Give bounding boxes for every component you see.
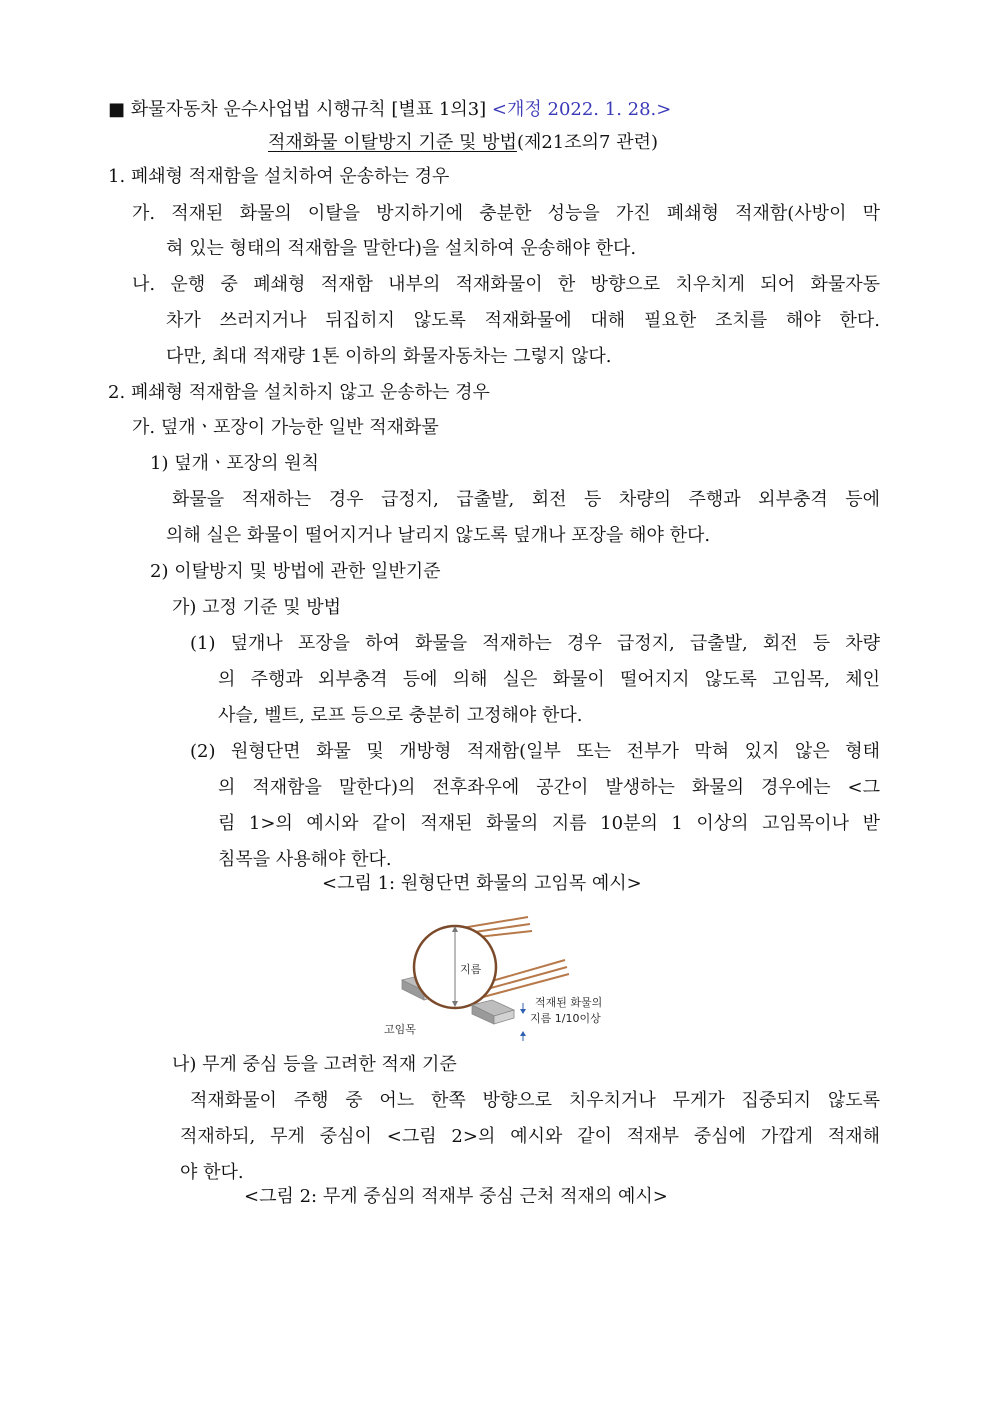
s1-ga-line-2: 혀 있는 형태의 적재함을 말한다)을 설치하여 운송해야 한다. (166, 238, 637, 259)
s1-na-line-3: 다만, 최대 적재량 1톤 이하의 화물자동차는 그렇지 않다. (166, 346, 612, 367)
document-title (268, 131, 658, 155)
s2-item1-line-3: 사슬, 벨트, 로프 등으로 충분히 고정해야 한다. (218, 705, 583, 726)
figure-2-caption: <그림 2: 무게 중심의 적재부 중심 근처 적재의 예시> (244, 1186, 668, 1207)
bullet-square: ■ (108, 99, 126, 120)
s2-p2-title: 2) 이탈방지 및 방법에 관한 일반기준 (150, 561, 441, 582)
s2-na2-line-3: 야 한다. (180, 1162, 244, 1183)
chock-label: 고임목 (384, 1023, 416, 1036)
s2-item2-line-1: (2) 원형단면 화물 및 개방형 적재함(일부 또는 전부가 막혀 있지 않은 형태 (190, 741, 880, 762)
title-article-ref: (제21조의7 관련) (516, 132, 659, 153)
title-main: 적재화물 이탈방지 기준 및 방법 (268, 132, 517, 153)
s2-ga2-title: 가) 고정 기준 및 방법 (172, 597, 342, 618)
s2-p1-title: 1) 덮개ㆍ포장의 원칙 (150, 453, 320, 474)
figure-1-round-cargo-chock (380, 905, 630, 1045)
s2-item1-line-1: (1) 덮개나 포장을 하여 화물을 적재하는 경우 급정지, 급출발, 회전 등 차량 (190, 633, 880, 654)
s2-na2-title: 나) 무게 중심 등을 고려한 적재 기준 (172, 1054, 457, 1075)
section-2-heading: 2. 폐쇄형 적재함을 설치하지 않고 운송하는 경우 (108, 382, 490, 403)
s2-ga-heading: 가. 덮개ㆍ포장이 가능한 일반 적재화물 (132, 417, 439, 438)
s1-ga-line-1: 가. 적재된 화물의 이탈을 방지하기에 충분한 성능을 가진 폐쇄형 적재함(사방이 막 (132, 203, 880, 224)
document-header (108, 98, 671, 122)
s2-item2-line-4: 침목을 사용해야 한다. (218, 849, 392, 870)
chock-note-line-2: 지름 1/10이상 (530, 1012, 601, 1025)
diameter-label: 지름 (460, 963, 482, 976)
s2-p1-line-2: 의해 실은 화물이 떨어지거나 날리지 않도록 덮개나 포장을 해야 한다. (166, 525, 711, 546)
law-reference: 화물자동차 운수사업법 시행규칙 [별표 1의3] (130, 99, 487, 120)
chock-note-line-1: 적재된 화물의 (535, 996, 603, 1009)
s2-na2-line-2: 적재하되, 무게 중심이 <그림 2>의 예시와 같이 적재부 중심에 가깝게 적재해 (180, 1126, 880, 1147)
section-1-heading: 1. 폐쇄형 적재함을 설치하여 운송하는 경우 (108, 166, 450, 187)
figure-1-caption: <그림 1: 원형단면 화물의 고임목 예시> (322, 873, 642, 894)
s2-item2-line-3: 림 1>의 예시와 같이 적재된 화물의 지름 10분의 1 이상의 고임목이나 받 (218, 813, 880, 834)
s1-na-line-2: 차가 쓰러지거나 뒤집히지 않도록 적재화물에 대해 필요한 조치를 해야 한다. (166, 310, 880, 331)
s2-item2-line-2: 의 적재함을 말한다)의 전후좌우에 공간이 발생하는 화물의 경우에는 <그 (218, 777, 880, 798)
s2-na2-line-1: 적재화물이 주행 중 어느 한쪽 방향으로 치우치거나 무게가 집중되지 않도록 (190, 1090, 880, 1111)
revision-date: <개정 2022. 1. 28.> (491, 99, 672, 120)
s2-item1-line-2: 의 주행과 외부충격 등에 의해 실은 화물이 떨어지지 않도록 고임목, 체인 (218, 669, 880, 690)
s1-na-line-1: 나. 운행 중 폐쇄형 적재함 내부의 적재화물이 한 방향으로 치우치게 되어 화물자동 (132, 274, 880, 295)
s2-p1-line-1: 화물을 적재하는 경우 급정지, 급출발, 회전 등 차량의 주행과 외부충격 등에 (172, 489, 880, 510)
